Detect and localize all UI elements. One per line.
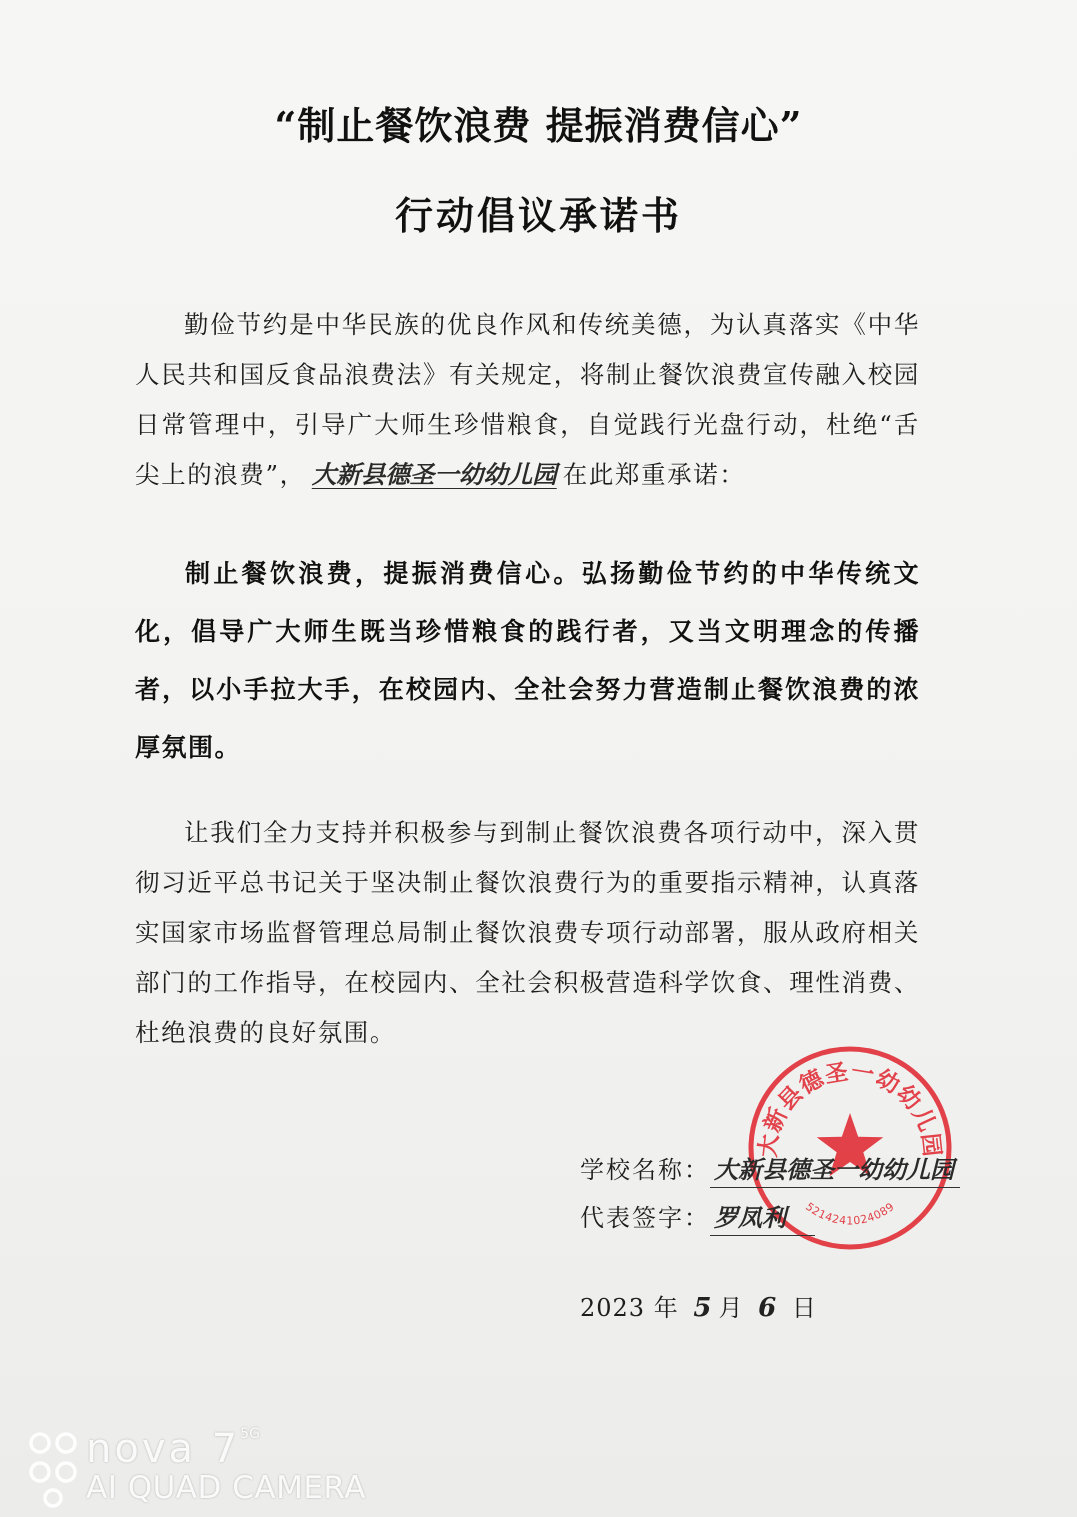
representative-label: 代表签字： <box>580 1204 710 1232</box>
date-year: 2023 <box>580 1294 646 1322</box>
paragraph-intro <box>135 300 920 500</box>
school-name-row <box>580 1150 960 1188</box>
watermark-model-text: nova 7 <box>86 1426 241 1472</box>
date-line <box>580 1288 817 1323</box>
paragraph-support: 让我们全力支持并积极参与到制止餐饮浪费各项行动中，深入贯彻习近平总书记关于坚决制止餐饮浪费行为的重要指示精神，认真落实国家市场监督管理总局制止餐饮浪费专项行动部署，服从政府相关部门的工作指导，在校园内、全社会积极营造科学饮食、理性消费、杜绝浪费的良好氛围。 <box>135 818 920 1047</box>
svg-text:5214241024089 <box>803 1200 897 1227</box>
school-name-label: 学校名称： <box>580 1156 710 1184</box>
document-title-line1: “制止餐饮浪费 提振消费信心” <box>274 103 803 148</box>
date-month-unit: 月 <box>718 1294 744 1322</box>
paragraph-commitment: 制止餐饮浪费，提振消费信心。弘扬勤俭节约的中华传统文化，倡导广大师生既当珍惜粮食的践行者，又当文明理念的传播者，以小手拉大手，在校园内、全社会努力营造制止餐饮浪费的浓厚氛围。 <box>135 559 920 762</box>
school-name-handwritten: 大新县德圣一幼幼儿园 <box>710 1150 960 1188</box>
camera-lens-icon <box>26 1430 86 1512</box>
watermark-model <box>86 1426 260 1472</box>
watermark-camera-text: AI QUAD CAMERA <box>86 1470 366 1506</box>
watermark-5g-badge: 5G <box>240 1426 260 1442</box>
date-month: 5 <box>693 1293 713 1323</box>
date-day-unit: 日 <box>791 1294 817 1322</box>
seal-code: 5214241024089 <box>803 1200 897 1228</box>
date-year-unit: 年 <box>653 1294 679 1322</box>
seal-text: 大新县德圣一幼幼儿园 <box>755 1059 945 1159</box>
date-day: 6 <box>758 1293 778 1323</box>
representative-signature: 罗凤利 <box>710 1198 815 1236</box>
intro-text-end: 在此郑重承诺： <box>562 460 746 489</box>
handwritten-school-name: 大新县德圣一幼幼儿园 <box>311 460 557 489</box>
intro-text: 勤俭节约是中华民族的优良作风和传统美德，为认真落实《中华人民共和国反食品浪费法》有关规定，将制止餐饮浪费宣传融入校园日常管理中，引导广大师生珍惜粮食，自觉践行光盘行动，杜绝“舌尖上的浪费”， <box>135 310 920 489</box>
document-title-line2: 行动倡议承诺书 <box>394 193 682 238</box>
representative-row <box>580 1198 815 1236</box>
